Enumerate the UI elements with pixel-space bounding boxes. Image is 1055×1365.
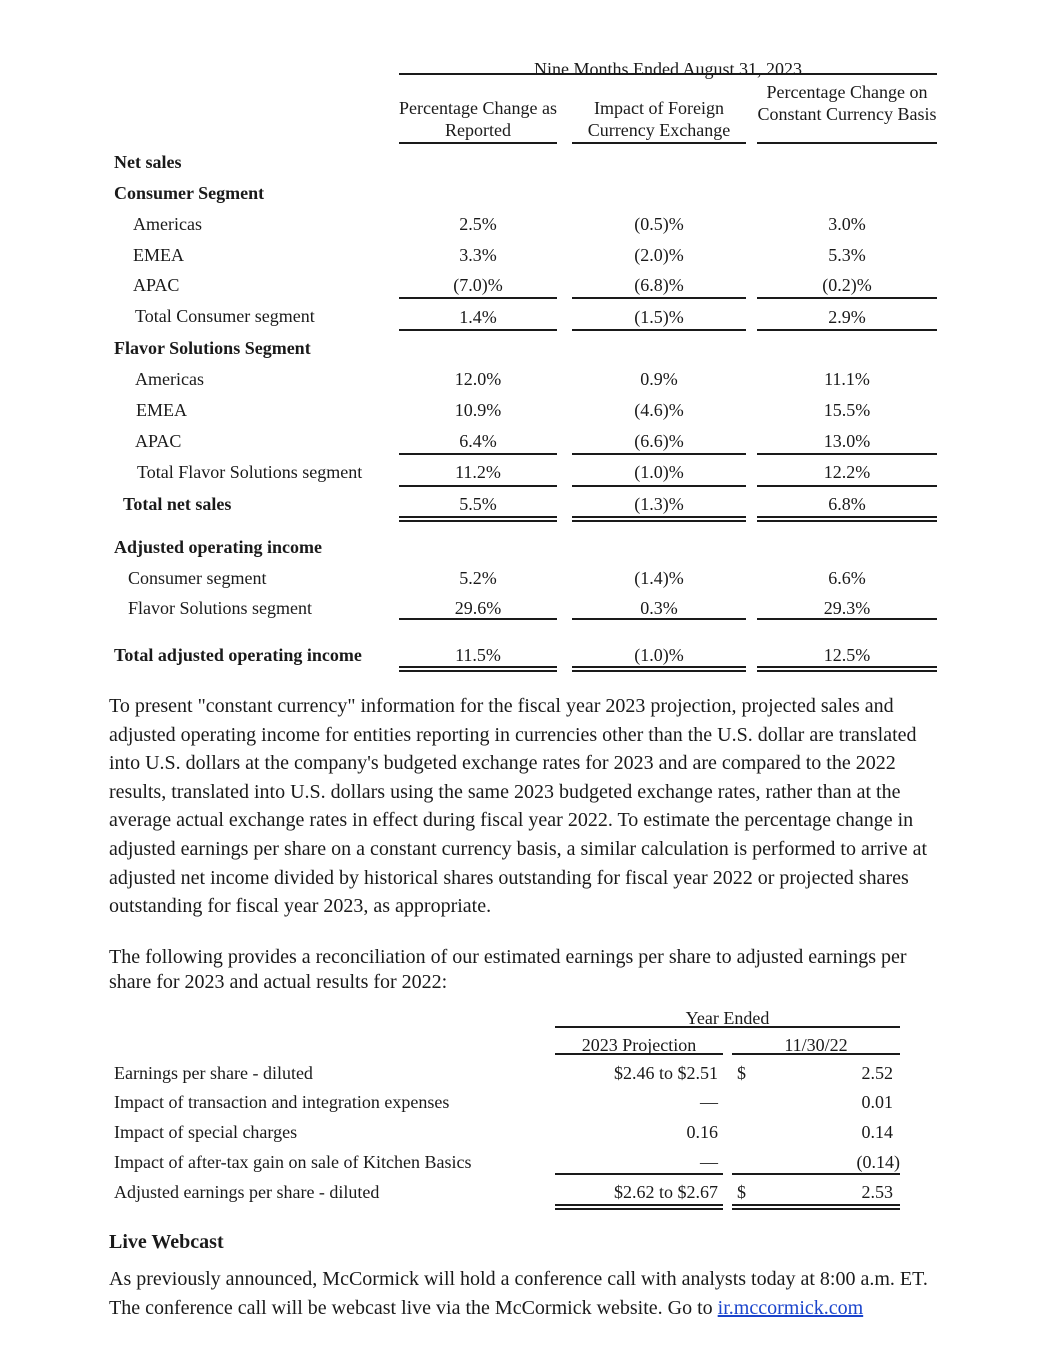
cell-value: 29.6%: [454, 598, 502, 618]
cell-value: 29.3%: [823, 598, 871, 618]
divider: [572, 485, 746, 487]
ir-mccormick-link[interactable]: ir.mccormick.com: [717, 1296, 864, 1319]
double-divider: [757, 666, 937, 672]
webcast-text: As previously announced, McCormick will hold a conference call with analysts today at 8:00 a.m. ET. The conference call will be webcast live via the McCormick website. Go to: [109, 1268, 928, 1319]
cell-value: 12.2%: [823, 462, 871, 482]
double-divider: [757, 516, 937, 522]
divider: [572, 297, 746, 299]
divider: [399, 453, 557, 455]
divider: [399, 485, 557, 487]
cell-value: 6.4%: [459, 431, 497, 451]
cell-value: (0.2)%: [822, 275, 872, 295]
divider: [555, 1173, 723, 1175]
divider: [757, 485, 937, 487]
cell-value: 5.5%: [459, 494, 497, 514]
cell-value: (6.8)%: [634, 275, 684, 295]
currency-symbol: $: [737, 1182, 746, 1202]
cell-value: 0.3%: [640, 598, 678, 618]
double-divider: [555, 1204, 723, 1210]
cell-value: (6.6)%: [634, 431, 684, 451]
cell-value: 5.3%: [828, 245, 866, 265]
cell-value: 11.1%: [824, 369, 870, 389]
row-label: Consumer segment: [128, 568, 267, 588]
cell-projection: $2.46 to $2.51: [613, 1063, 718, 1083]
cell-value: 6.8%: [828, 494, 866, 514]
cell-value: (2.0)%: [634, 245, 684, 265]
cell-value: 2.9%: [828, 307, 866, 327]
row-label: Americas: [135, 369, 204, 389]
divider: [757, 329, 937, 331]
row-label: EMEA: [136, 400, 187, 420]
cell-value: 10.9%: [454, 400, 502, 420]
row-label-total-net-sales: Total net sales: [123, 494, 232, 514]
reconciliation-intro-paragraph: The following provides a reconciliation of our estimated earnings per share to adjusted earnings per share for 2023 and actual results for 2022:: [109, 946, 907, 993]
cell-value: 3.3%: [459, 245, 497, 265]
section-consumer-segment: Consumer Segment: [114, 183, 265, 203]
row-label: Americas: [133, 214, 202, 234]
divider: [572, 618, 746, 620]
double-divider: [399, 666, 557, 672]
divider: [399, 142, 557, 144]
cell-value: (1.0)%: [634, 645, 684, 665]
cell-value: (1.3)%: [634, 494, 684, 514]
cell-value: (1.5)%: [634, 307, 684, 327]
row-label-total: Total Flavor Solutions segment: [137, 462, 363, 482]
row-label-total-adj-op-income: Total adjusted operating income: [114, 645, 362, 665]
row-label: Earnings per share - diluted: [114, 1063, 313, 1083]
row-label: Flavor Solutions segment: [128, 598, 312, 618]
divider: [757, 618, 937, 620]
cell-value: (4.6)%: [634, 400, 684, 420]
cell-projection: —: [700, 1092, 718, 1112]
col-header-2023-projection: 2023 Projection: [581, 1035, 697, 1055]
cell-value: 15.5%: [823, 400, 871, 420]
row-label: APAC: [133, 275, 180, 295]
cell-value: 6.6%: [828, 568, 866, 588]
currency-symbol: $: [737, 1063, 746, 1083]
cell-value: 12.5%: [823, 645, 871, 665]
divider: [555, 1026, 900, 1028]
divider: [399, 297, 557, 299]
double-divider: [732, 1204, 900, 1210]
cell-value: 2.5%: [459, 214, 497, 234]
divider: [555, 1053, 723, 1055]
row-label: Impact of special charges: [114, 1122, 298, 1142]
table1-period-header: Nine Months Ended August 31, 2023: [534, 59, 802, 79]
divider: [399, 329, 557, 331]
double-divider: [572, 516, 746, 522]
divider: [757, 453, 937, 455]
row-label: Impact of after-tax gain on sale of Kitchen Basics: [114, 1152, 472, 1172]
cell-actual: 0.14: [861, 1122, 893, 1142]
divider: [572, 142, 746, 144]
row-label-total: Total Consumer segment: [135, 306, 315, 326]
cell-value: 11.5%: [455, 645, 501, 665]
divider: [572, 329, 746, 331]
table2-period-header: Year Ended: [685, 1008, 770, 1028]
cell-value: (0.5)%: [634, 214, 684, 234]
row-label: EMEA: [133, 245, 184, 265]
cell-projection: 0.16: [686, 1122, 718, 1142]
cell-value: (7.0)%: [453, 275, 503, 295]
row-label: Adjusted earnings per share - diluted: [114, 1182, 380, 1202]
divider: [572, 453, 746, 455]
double-divider: [399, 516, 557, 522]
col-header-fx-impact: Impact of Foreign Currency Exchange: [587, 98, 731, 140]
cell-projection: —: [700, 1152, 718, 1172]
cell-value: 13.0%: [823, 431, 871, 451]
cell-value: (1.4)%: [634, 568, 684, 588]
divider: [732, 1173, 900, 1175]
divider: [757, 142, 937, 144]
cell-actual: 0.01: [861, 1092, 893, 1112]
divider: [399, 618, 557, 620]
constant-currency-paragraph: To present "constant currency" information for the fiscal year 2023 projection, projected sales and adjusted operating income for entities reporting in currencies other than the U.S. dollar are translated into U.S. dollars at the company's budgeted exchange rates for 2023 and are compared to the 2022 results, translated into U.S. dollars using the same 2023 budgeted exchange rates, rather than at the average actual exchange rates in effect during fiscal year 2022. To estimate the percentage change in adjusted earnings per share on a constant currency basis, a similar calculation is performed to arrive at adjusted net income divided by historical shares outstanding for fiscal year 2022 or projected shares outstanding for fiscal year 2023, as appropriate.: [109, 695, 928, 918]
cell-projection: $2.62 to $2.67: [613, 1182, 718, 1202]
row-label: Impact of transaction and integration expenses: [114, 1092, 450, 1112]
section-net-sales: Net sales: [114, 152, 182, 172]
cell-actual: 2.53: [861, 1182, 893, 1202]
cell-actual: (0.14): [856, 1152, 900, 1172]
divider: [732, 1053, 900, 1055]
row-label: APAC: [135, 431, 182, 451]
webcast-paragraph: [109, 1265, 949, 1322]
col-header-constant-currency: Percentage Change on Constant Currency Basis: [757, 82, 937, 124]
cell-actual: 2.52: [861, 1063, 893, 1083]
cell-value: 1.4%: [459, 307, 497, 327]
col-header-reported: Percentage Change as Reported: [399, 98, 557, 140]
cell-value: (1.0)%: [634, 462, 684, 482]
cell-value: 5.2%: [459, 568, 497, 588]
section-flavor-solutions: Flavor Solutions Segment: [114, 338, 311, 358]
col-header-11-30-22: 11/30/22: [784, 1035, 848, 1055]
live-webcast-heading: Live Webcast: [109, 1231, 224, 1253]
divider: [757, 297, 937, 299]
double-divider: [572, 666, 746, 672]
divider: [399, 73, 937, 75]
cell-value: 12.0%: [454, 369, 502, 389]
cell-value: 0.9%: [640, 369, 678, 389]
section-adjusted-operating-income: Adjusted operating income: [114, 537, 322, 557]
cell-value: 3.0%: [828, 214, 866, 234]
cell-value: 11.2%: [455, 462, 501, 482]
